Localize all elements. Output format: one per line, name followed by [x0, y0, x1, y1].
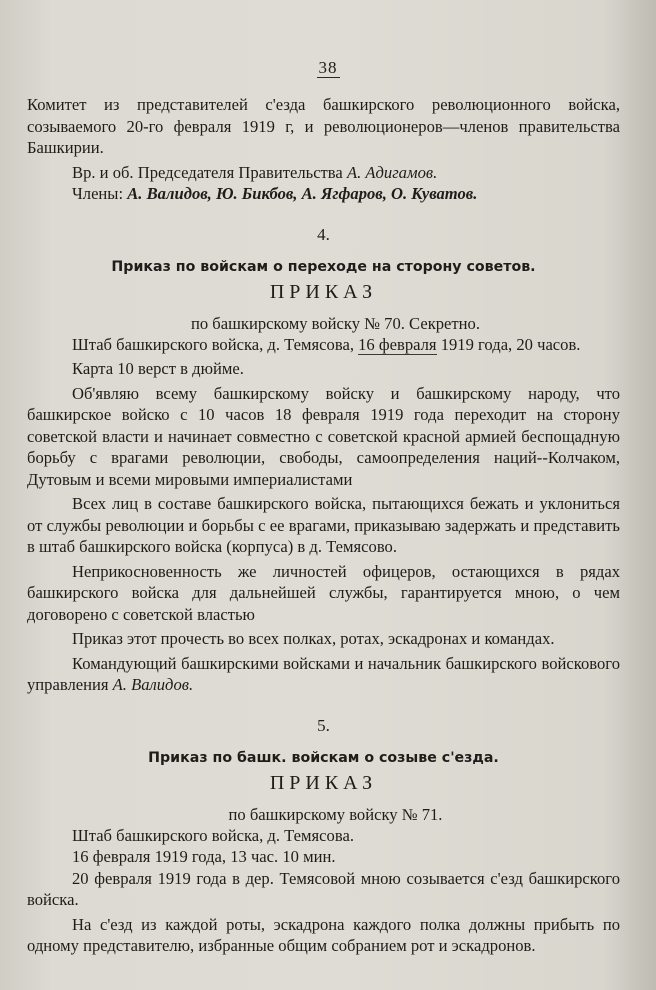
section-4-order-title: ПРИКАЗ	[269, 280, 378, 303]
section-5-number: 5.	[317, 715, 330, 735]
page-number	[0, 58, 656, 78]
members-label: Члены:	[72, 184, 124, 203]
members-names: А. Валидов, Ю. Бикбов, А. Ягфаров, О. Куватов.	[127, 184, 478, 203]
section-4-hq-place: Штаб башкирского войска, д. Темясова,	[72, 334, 354, 354]
section-5-heading: Приказ по башк. войскам о созыве с'езда.	[148, 749, 499, 766]
section-4-heading: Приказ по войскам о переходе на сторону советов.	[111, 258, 536, 275]
chairman-label: Вр. и об. Председателя Правительства	[72, 162, 343, 182]
members-line	[27, 183, 620, 205]
section-5-paragraph-2: На с'езд из каждой роты, эскадрона каждого полка должны прибыть по одному представителю, избранные общим собранием рот и эскадронов.	[27, 914, 620, 955]
section-4-signature-name: А. Валидов.	[112, 675, 194, 694]
section-4-signature-line	[27, 653, 620, 696]
section-4-paragraph-4: Приказ этот прочесть во всех полках, ротах, эскадронах и командах.	[72, 629, 555, 648]
section-4-hq-line	[27, 334, 620, 356]
section-4-paragraph-3: Неприкосновенность же личностей офицеров, остающихся в рядах башкирского войска для дальнейшей службы, гарантируется мною, о чем договорено с советской властью	[27, 561, 620, 624]
section-5-order-subtitle: по башкирскому войску № 71.	[228, 804, 443, 824]
section-5-paragraph-1: 20 февраля 1919 года в дер. Темясовой мною созывается с'езд башкирского войска.	[27, 868, 620, 909]
section-5-date: 16 февраля 1919 года, 13 час. 10 мин.	[72, 847, 336, 866]
section-4-signature-title: Командующий башкирскими войсками и начальник башкирского войскового управления	[27, 653, 620, 694]
section-4-order-subtitle: по башкирскому войску № 70. Секретно.	[190, 313, 480, 333]
chairman-name: А. Адигамов.	[346, 162, 438, 182]
section-4-map-scale: Карта 10 верст в дюйме.	[72, 359, 244, 378]
section-4-hq-date: 16 февраля	[358, 334, 437, 354]
section-5-hq: Штаб башкирского войска, д. Темясова.	[72, 825, 354, 845]
section-4-paragraph-1: Об'являю всему башкирскому войску и башкирскому народу, что башкирское войско с 10 часов 18 февраля 1919 года переходит на сторону советской власти и начинает совместно с советской красной армией беспощадную борьбу с врагами революции, свободы, самоопределения наций--Колчаком, Дутовым и всеми мировыми империалистами	[27, 383, 620, 489]
section-5-order-title: ПРИКАЗ	[269, 771, 378, 794]
page-content	[27, 94, 620, 957]
page-number-text: 38	[318, 58, 338, 77]
section-4-number: 4.	[317, 224, 330, 244]
section-4-paragraph-2: Всех лиц в составе башкирского войска, пытающихся бежать и уклониться от службы революции и борьбы с ее врагами, приказываю задержать и представить в штаб башкирского войска (корпуса) в д. Темясово.	[27, 494, 620, 556]
section-4-hq-time: 1919 года, 20 часов.	[440, 334, 581, 354]
chairman-line	[27, 162, 620, 184]
intro-paragraph: Комитет из представителей с'езда башкирского революционного войска, созываемого 20-го февраля 1919 г, и революционеров—членов правительства Башкирии.	[27, 95, 620, 157]
